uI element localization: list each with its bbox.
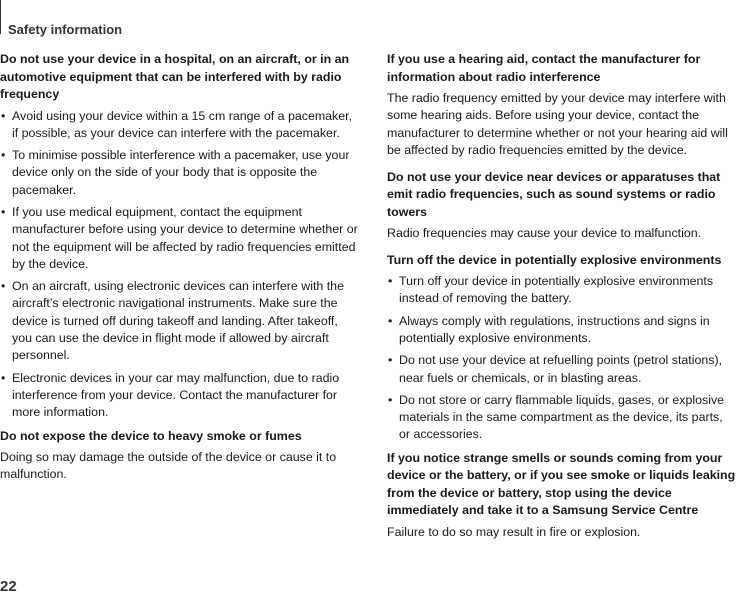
left-column <box>0 51 358 493</box>
heading-radio-apparatus: Do not use your device near devices or apparatuses that emit radio frequencies, such as sound systems or radio towers <box>387 169 721 219</box>
list-item-text: Turn off your device in potentially explosive environments instead of removing the battery. <box>399 274 714 306</box>
list-item <box>0 370 358 422</box>
list-item <box>0 204 358 273</box>
list-item-text: Do not use your device at refuelling points (petrol stations), near fuels or chemicals, or in blasting areas. <box>399 353 723 385</box>
list-item-text: Avoid using your device within a 15 cm range of a pacemaker, if possible, as your device can interfere with the pacemaker. <box>12 108 353 140</box>
bullet-icon: • <box>1 204 6 219</box>
list-item-text: Do not store or carry flammable liquids, gases, or explosive materials in the same compartment as the device, its parts, or accessories. <box>399 392 725 442</box>
heading-radio-frequency: Do not use your device in a hospital, on an aircraft, or in an automotive equipment that can be interfered with by radio frequency <box>0 52 350 101</box>
paragraph-smoke-fumes: Doing so may damage the outside of the device or cause it to malfunction. <box>0 450 337 482</box>
heading-explosive-environments: Turn off the device in potentially explosive environments <box>387 252 722 267</box>
bullet-icon: • <box>1 108 6 123</box>
list-item-text: On an aircraft, using electronic devices can interfere with the aircraft’s electronic navigational instruments. Make sure the device is turned off during takeoff and landing. After takeoff, you can use the device in flight mode if allowed by aircraft personnel. <box>12 279 344 363</box>
right-column <box>387 51 737 550</box>
list-item <box>387 352 737 387</box>
page-header <box>0 0 737 40</box>
bullet-icon: • <box>388 313 393 328</box>
bullet-icon: • <box>388 353 393 368</box>
section-title: Safety information <box>8 22 123 37</box>
list-item-text: To minimise possible interference with a pacemaker, use your device only on the side of your body that is opposite the pacemaker. <box>12 148 350 197</box>
bullet-icon: • <box>1 370 6 385</box>
page-number: 22 <box>0 578 17 595</box>
paragraph-strange-smells: Failure to do so may result in fire or explosion. <box>387 524 641 539</box>
list-item <box>0 278 358 364</box>
list-item-text: Electronic devices in your car may malfunction, due to radio interference from your device. Contact the manufacturer for more information. <box>12 370 340 420</box>
heading-smoke-fumes: Do not expose the device to heavy smoke or fumes <box>0 428 302 443</box>
paragraph-radio-apparatus: Radio frequencies may cause your device to malfunction. <box>387 226 702 241</box>
header-rule <box>0 0 1 34</box>
list-item <box>387 273 737 308</box>
bullet-icon: • <box>388 392 393 407</box>
list-item <box>0 147 358 199</box>
list-item <box>387 392 737 444</box>
bullet-list-radio-frequency <box>0 108 358 422</box>
heading-strange-smells: If you notice strange smells or sounds coming from your device or the battery, or if you see smoke or liquids leaking from the device or battery, stop using the device immediately and take it to a Samsung Service Centre <box>387 450 736 518</box>
paragraph-hearing-aid: The radio frequency emitted by your device may interfere with some hearing aids. Before using your device, contact the manufacturer to determine whether or not your hearing aid will be affected by radio frequencies emitted by the device. <box>387 91 728 158</box>
list-item-text: Always comply with regulations, instructions and signs in potentially explosive environments. <box>399 313 710 345</box>
list-item-text: If you use medical equipment, contact the equipment manufacturer before using your device to determine whether or not the equipment will be affected by radio frequencies emitted by the device. <box>12 204 358 271</box>
bullet-icon: • <box>1 148 6 163</box>
bullet-icon: • <box>1 279 6 294</box>
bullet-icon: • <box>388 274 393 289</box>
list-item <box>0 108 358 143</box>
bullet-list-explosive <box>387 273 737 444</box>
list-item <box>387 313 737 348</box>
heading-hearing-aid: If you use a hearing aid, contact the manufacturer for information about radio interference <box>387 52 701 84</box>
